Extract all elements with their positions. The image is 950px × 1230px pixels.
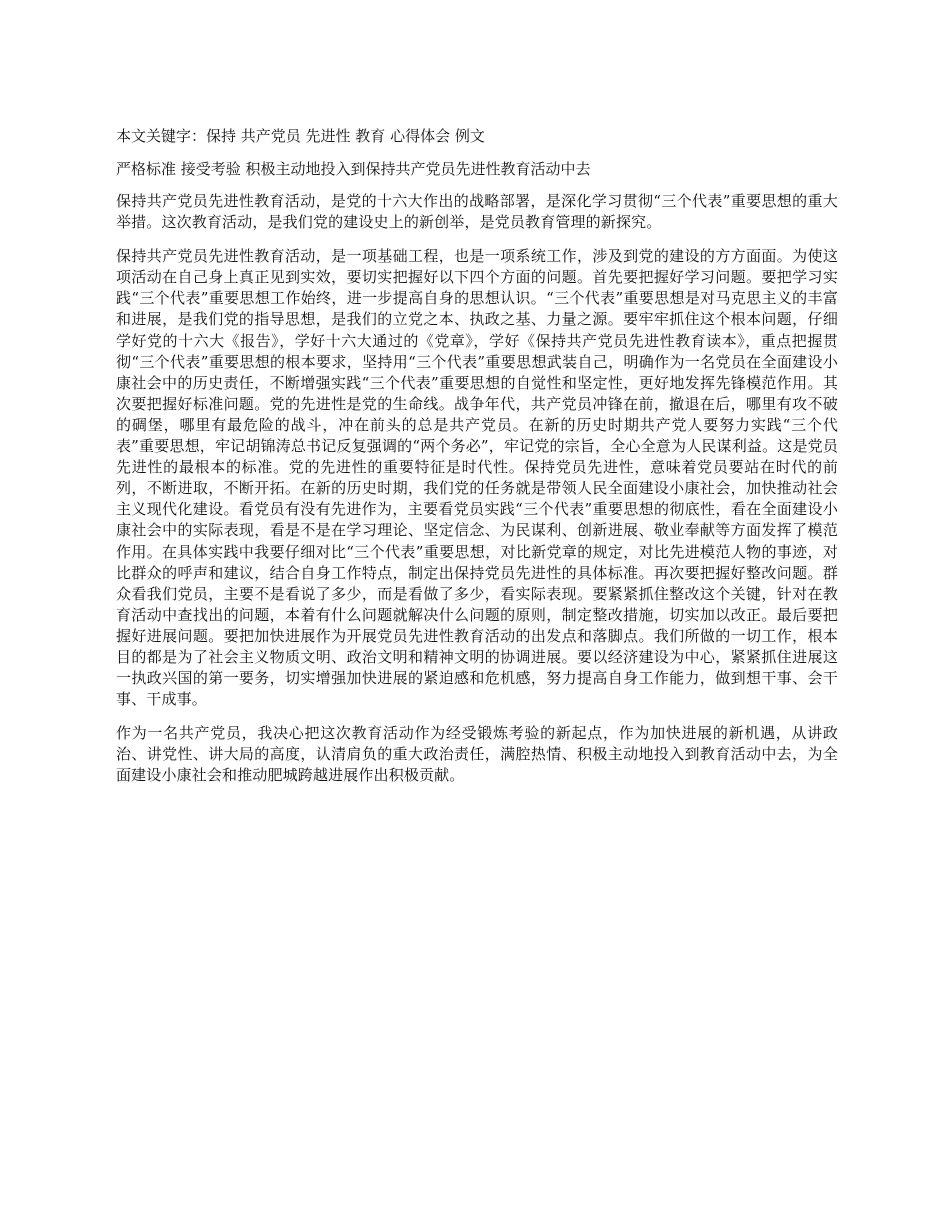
paragraph-body: 保持共产党员先进性教育活动，是一项基础工程，也是一项系统工作，涉及到党的建设的方方面面。为使这项活动在自己身上真正见到实效，要切实把握好以下四个方面的问题。首先要把握好学习问题。要把学习实践“三个代表”重要思想工作始终，进一步提高自身的思想认识。“三个代表”重要思想是对马克思主义的丰富和进展，是我们党的指导思想，是我们的立党之本、执政之基、力量之源。要牢牢抓住这个根本问题，仔细学好党的十六大《报告》，学好十六大通过的《党章》，学好《保持共产党员先进性教育读本》，重点把握贯彻“三个代表”重要思想的根本要求，坚持用“三个代表”重要思想武装自己，明确作为一名党员在全面建设小康社会中的历史责任，不断增强实践“三个代表”重要思想的自觉性和坚定性，更好地发挥先锋模范作用。其次要把握好标准问题。党的先进性是党的生命线。战争年代，共产党员冲锋在前，撤退在后，哪里有攻不破的碉堡，哪里有最危险的战斗，冲在前头的总是共产党员。在新的历史时期共产党人要努力实践“三个代表”重要思想，牢记胡锦涛总书记反复强调的“两个务必”，牢记党的宗旨，全心全意为人民谋利益。这是党员先进性的最根本的标准。党的先进性的重要特征是时代性。保持党员先进性，意味着党员要站在时代的前列，不断进取，不断开拓。在新的历史时期，我们党的任务就是带领人民全面建设小康社会，加快推动社会主义现代化建设。看党员有没有先进作为，主要看党员实践“三个代表”重要思想的彻底性，看在全面建设小康社会中的实际表现，看是不是在学习理论、坚定信念、为民谋利、创新进展、敬业奉献等方面发挥了模范作用。在具体实践中我要仔细对比“三个代表”重要思想，对比新党章的规定，对比先进模范人物的事迹，对比群众的呼声和建议，结合自身工作特点，制定出保持党员先进性的具体标准。再次要把握好整改问题。群众看我们党员，主要不是看说了多少，而是看做了多少，看实际表现。要紧紧抓住整改这个关键，针对在教育活动中查找出的问题，本着有什么问题就解决什么问题的原则，制定整改措施，切实加以改正。最后要把握好进展问题。要把加快进展作为开展党员先进性教育活动的出发点和落脚点。我们所做的一切工作，根本目的都是为了社会主义物质文明、政治文明和精神文明的协调进展。要以经济建设为中心，紧紧抓住进展这一执政兴国的第一要务，切实增强加快进展的紧迫感和危机感，努力提高自身工作能力，做到想干事、会干事、干成事。 <box>116 247 838 709</box>
keywords-line: 本文关键字：保持 共产党员 先进性 教育 心得体会 例文 <box>116 127 485 145</box>
document-title: 严格标准 接受考验 积极主动地投入到保持共产党员先进性教育活动中去 <box>116 160 591 178</box>
document-page <box>116 125 838 800</box>
paragraph-intro: 保持共产党员先进性教育活动，是党的十六大作出的战略部署，是深化学习贯彻“三个代表”重要思想的重大举措。这次教育活动，是我们党的建设史上的新创举，是党员教育管理的新探究。 <box>116 192 838 232</box>
paragraph-conclusion: 作为一名共产党员，我决心把这次教育活动作为经受锻炼考验的新起点，作为加快进展的新机遇，从讲政治、讲党性、讲大局的高度，认清肩负的重大政治责任，满腔热情、积极主动地投入到教育活动中去，为全面建设小康社会和推动肥城跨越进展作出积极贡献。 <box>116 724 838 785</box>
